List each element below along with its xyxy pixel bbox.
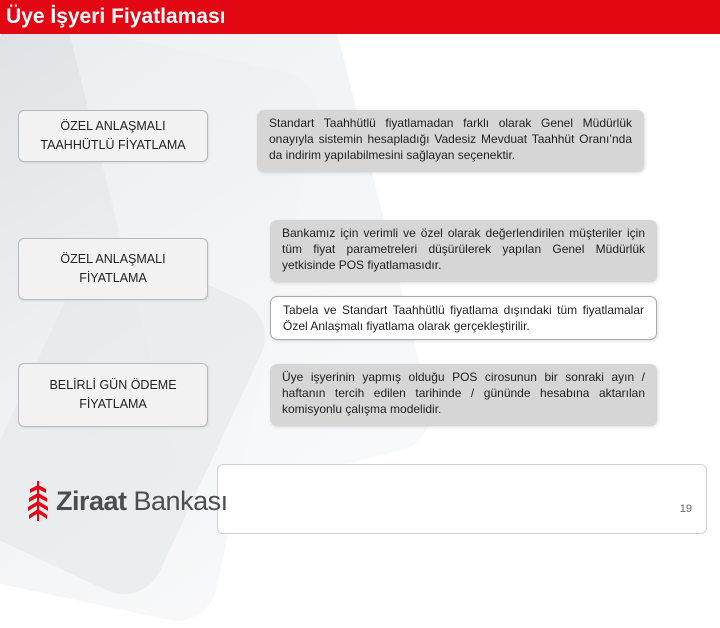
- description-ozel-anlasmali-note: Tabela ve Standart Taahhütlü fiyatlama dışındaki tüm fiyatlamalar Özel Anlaşmalı fiyatlama olarak gerçekleştirilir.: [270, 296, 657, 340]
- label-ozel-anlasmali-taahhutlu: ÖZEL ANLAŞMALI TAAHHÜTLÜ FİYATLAMA: [18, 110, 208, 162]
- wheat-icon: [26, 479, 50, 523]
- footer-panel: [217, 464, 707, 534]
- slide-title: Üye İşyeri Fiyatlaması: [0, 0, 720, 34]
- ziraat-logo: [26, 478, 228, 524]
- label-ozel-anlasmali: ÖZEL ANLAŞMALI FİYATLAMA: [18, 238, 208, 300]
- label-belirli-gun-odeme: BELİRLİ GÜN ÖDEME FİYATLAMA: [18, 363, 208, 427]
- description-ozel-anlasmali: Bankamız için verimli ve özel olarak değerlendirilen müşteriler için tüm fiyat parametreleri düşürülerek yapılan Genel Müdürlük yetkisinde POS fiyatlamasıdır.: [270, 220, 657, 282]
- description-ozel-anlasmali-taahhutlu: Standart Taahhütlü fiyatlamadan farklı olarak Genel Müdürlük onayıyla sistemin hesapladığı Vadesiz Mevduat Taahhüt Oranı’nda da indirim yapılabilmesini sağlayan seçenektir.: [257, 110, 644, 172]
- description-belirli-gun-odeme: Üye işyerinin yapmış olduğu POS cirosunun bir sonraki ayın / haftanın tercih edilen tarihinde / gününde hesabına aktarılan komisyonlu çalışma modelidir.: [270, 364, 657, 426]
- page-number: 19: [679, 503, 692, 515]
- logo-text: Ziraat Bankası: [56, 485, 228, 516]
